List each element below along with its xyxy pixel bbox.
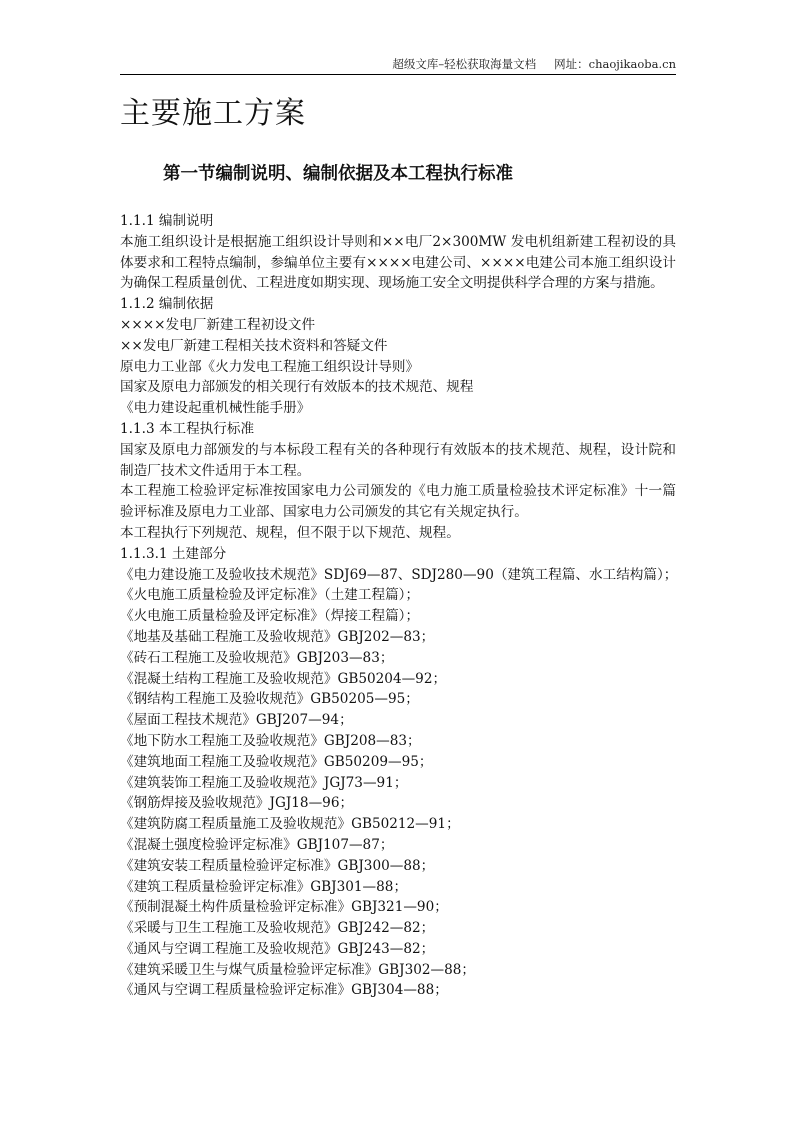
subsection-heading-1-1-1: 1.1.1 编制说明 [120,213,214,229]
subsection-heading-1-1-3-1: 1.1.3.1 土建部分 [120,545,227,562]
list-item: 《火电施工质量检验及评定标准》（焊接工程篇）； [120,608,420,625]
list-item: 《混凝土强度检验评定标准》GBJ107—87； [120,836,394,853]
paragraph-standards-3: 本工程执行下列规范、规程，但不限于以下规范、规程。 [120,524,460,541]
list-item: 《通风与空调工程质量检验评定标准》GBJ304—88； [120,982,448,999]
page-header [120,56,676,72]
list-item: 《建筑安装工程质量检验评定标准》GBJ300—88； [120,857,435,874]
paragraph-compilation-notes: 本施工组织设计是根据施工组织设计导则和××电厂2×300MW 发电机组新建工程初设的具体要求和工程特点编制，参编单位主要有××××电建公司、××××电建公司本施工组织设计为确保工程质量创优、工程进度如期实现、现场施工安全文明提供科学合理的方案与措施。 [120,233,676,292]
compilation-basis-list [120,315,676,419]
header-site-name: 超级文库–轻松获取海量文档 [392,57,537,71]
subsection-heading-1-1-3: 1.1.3 本工程执行标准 [120,420,255,437]
list-item: 《建筑地面工程施工及验收规范》GB50209—95； [120,753,433,770]
list-item: 《建筑工程质量检验评定标准》GBJ301—88； [120,878,408,895]
list-item: 《电力建设起重机械性能手册》 [120,400,311,417]
list-item: 《预制混凝土构件质量检验评定标准》GBJ321—90； [120,899,448,916]
list-item: 《钢结构工程施工及验收规范》GB50205—95； [120,691,419,708]
list-item: 《钢筋焊接及验收规范》JGJ18—96； [120,795,354,812]
list-item: 《地基及基础工程施工及验收规范》GBJ202—83； [120,628,435,645]
list-item: 《电力建设施工及验收技术规范》SDJ69—87、SDJ280—90（建筑工程篇、水工结构篇）； [120,566,678,583]
document-body [120,211,676,1001]
list-item: 《屋面工程技术规范》GBJ207—94； [120,712,353,729]
header-divider [120,74,676,75]
paragraph-standards-2: 本工程施工检验评定标准按国家电力公司颁发的《电力施工质量检验技术评定标准》十一篇验评标准及原电力工业部、国家电力公司颁发的其它有关规定执行。 [120,483,676,521]
list-item: 《采暖与卫生工程施工及验收规范》GBJ242—82； [120,920,435,937]
list-item: 《通风与空调工程施工及验收规范》GBJ243—82； [120,940,435,957]
subsection-heading-1-1-2: 1.1.2 编制依据 [120,296,214,313]
list-item: 国家及原电力部颁发的相关现行有效版本的技术规范、规程 [120,379,474,396]
header-url: 网址：chaojikaoba.cn [554,57,676,71]
list-item: 《火电施工质量检验及评定标准》（土建工程篇）； [120,587,420,604]
list-item: 《砖石工程施工及验收规范》GBJ203—83； [120,649,394,666]
list-item: 原电力工业部《火力发电工程施工组织设计导则》 [120,358,420,375]
list-item: 《建筑采暖卫生与煤气质量检验评定标准》GBJ302—88； [120,961,476,978]
document-title: 主要施工方案 [120,96,306,131]
list-item: 《地下防水工程施工及验收规范》GBJ208—83； [120,732,421,749]
section-heading: 第一节编制说明、编制依据及本工程执行标准 [163,164,513,184]
list-item: 《混凝土结构工程施工及验收规范》GB50204—92； [120,670,447,687]
list-item: 《建筑装饰工程施工及验收规范》JGJ73—91； [120,774,408,791]
paragraph-standards-1: 国家及原电力部颁发的与本标段工程有关的各种现行有效版本的技术规范、规程，设计院和制造厂技术文件适用于本工程。 [120,441,676,479]
list-item: ××××发电厂新建工程初设文件 [120,316,316,333]
list-item: 《建筑防腐工程质量施工及验收规范》GB50212—91； [120,816,460,833]
list-item: ××发电厂新建工程相关技术资料和答疑文件 [120,337,388,354]
civil-standards-list [120,565,676,1002]
